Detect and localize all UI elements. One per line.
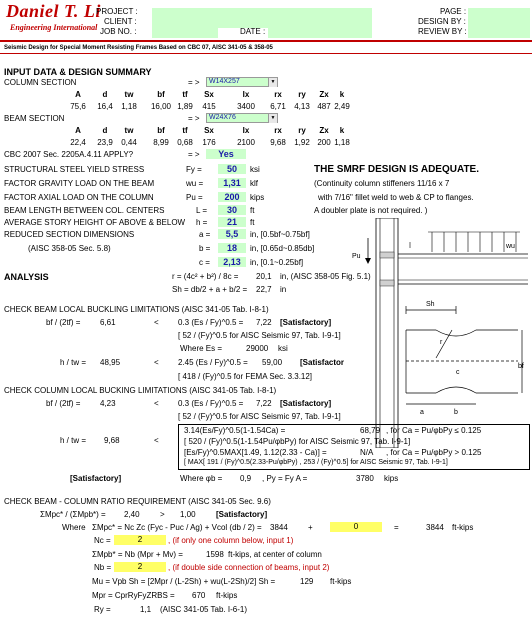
col-h-zx: Zx [319, 90, 329, 99]
fy-symbol: Fy = [186, 165, 202, 174]
beam-bf-label: bf / (2tf) = [46, 318, 81, 327]
es-label: Where Es = [180, 344, 223, 353]
h-input[interactable]: 21 [218, 217, 246, 227]
col-v-rx: 6,71 [270, 102, 286, 111]
col-h-bf: bf [157, 90, 165, 99]
diagram-sh-label: Sh [426, 301, 435, 308]
mpc-part1: 3844 [270, 523, 288, 532]
input-section-title: INPUT DATA & DESIGN SUMMARY [4, 67, 152, 77]
diagram-pu-label: Pu [352, 253, 361, 260]
col-htw-value: 9,68 [104, 436, 120, 445]
wu-input[interactable]: 1,31 [218, 178, 246, 188]
designby-field[interactable] [468, 18, 530, 28]
beam-limit2: 2.45 (Es / Fy)^0.5 = [178, 358, 248, 367]
b-symbol: b = [199, 244, 211, 253]
col-row3-value: N/A [360, 448, 374, 457]
nc-label: Nc = [94, 536, 111, 545]
fy-input[interactable]: 50 [218, 164, 246, 174]
col-row3-cond: , for Ca = Pu/φbPy > 0.125 [386, 448, 482, 457]
beam-htw-value: 48,95 [100, 358, 121, 367]
wu-unit: klf [250, 179, 258, 188]
ratio-value: 2,40 [124, 510, 140, 519]
ratio-limit: 1,00 [180, 510, 196, 519]
col-row2: [ 520 / (Fy)^0.5(1-1.54Pu/φbPy) for AISC Seismic 97, Tab. I-9-1] [184, 437, 411, 446]
mpr-value: 670 [192, 591, 206, 600]
beam-seismic-ref: [ 52 / (Fy)^0.5 for AISC Seismic 97, Tab. I-9-1] [178, 331, 341, 340]
pu-unit: kips [250, 193, 265, 202]
mpr-unit: ft-kips [216, 591, 238, 600]
chevron-down-icon[interactable]: ▼ [268, 114, 277, 123]
wu-symbol: wu = [186, 179, 204, 188]
col-v-bf: 16,00 [150, 102, 172, 111]
header-divider-bottom [0, 53, 532, 54]
beam-v-a: 22,4 [70, 138, 86, 147]
es-unit: ksi [278, 344, 288, 353]
report-header [0, 0, 532, 42]
beam-h-tf: tf [182, 126, 188, 135]
date-label: DATE : [240, 27, 266, 36]
col-bf-lt: < [154, 399, 159, 408]
beam-htw-status: [Satisfactor [300, 358, 345, 367]
mpb-note: ft-kips, at center of column [228, 550, 322, 559]
col-v-ix: 3400 [237, 102, 255, 111]
pu-input[interactable]: 200 [218, 192, 246, 202]
reviewby-label: REVIEW BY : [418, 27, 467, 36]
col-bf-value: 4,23 [100, 399, 116, 408]
l-unit: ft [250, 206, 255, 215]
mpb-expression: ΣMpb* = Nb (Mpr + Mv) = [92, 550, 183, 559]
diagram-c-label: c [456, 369, 460, 376]
beam-limit1-value: 7,22 [256, 318, 272, 327]
col-row1-value: 68,79 [360, 426, 381, 435]
ratio-title: CHECK BEAM - COLUMN RATIO REQUIREMENT (AISC 341-05 Sec. 9.6) [4, 497, 271, 506]
diagram-bf-label: bf [518, 363, 524, 370]
col-v-ry: 4,13 [294, 102, 310, 111]
nb-input[interactable]: 2 [114, 562, 166, 572]
client-label: CLIENT : [104, 17, 137, 26]
h-unit: ft [250, 218, 255, 227]
col-h-ix: Ix [242, 90, 250, 99]
col-h-rx: rx [274, 90, 282, 99]
ratio-expression: ΣMpc* / (ΣMpb*) = [40, 510, 106, 519]
page-label: PAGE : [440, 7, 467, 16]
l-symbol: L = [196, 206, 208, 215]
ratio-status: [Satisfactory] [216, 510, 268, 519]
col-htw-status: [Satisfactory] [70, 474, 122, 483]
beam-h-d: d [102, 126, 108, 135]
col-v-tf: 1,89 [177, 102, 193, 111]
sh-unit: in [280, 285, 287, 294]
r-expression: r = (4c² + b²) / 8c = [172, 272, 239, 281]
beam-bf-lt: < [154, 318, 159, 327]
nc-input[interactable]: 2 [114, 535, 166, 545]
sh-value: 22,7 [256, 285, 272, 294]
beam-v-tw: 0,44 [121, 138, 137, 147]
doubler-note: A doubler plate is not required. ) [314, 206, 428, 215]
r-value: 20,1 [256, 272, 272, 281]
jobno-field[interactable] [152, 28, 218, 38]
h-symbol: h = [196, 218, 208, 227]
beam-v-zx: 200 [317, 138, 331, 147]
vcol-input[interactable]: 0 [330, 522, 382, 532]
col-htw-lt: < [154, 436, 159, 445]
beam-section-select[interactable]: W24X76 ▼ [206, 113, 278, 123]
col-row3: [Es/Fy)^0.5MAX[1.49, 1.12(2.33 - Ca)] = [184, 448, 327, 457]
beam-v-ix: 2100 [237, 138, 255, 147]
l-input[interactable]: 30 [218, 205, 246, 215]
beam-v-ry: 1,92 [294, 138, 310, 147]
mpr-expression: Mpr = CprRyFyZRBS = [92, 591, 175, 600]
col-row4: [ MAX[ 191 / (Fy)^0.5(2.33-Pu/φbPy) , 253 / (Fy)^0.5] for AISC Seismic 97, Tab. I-9-1] [184, 459, 448, 466]
plan-top-cut [406, 330, 518, 336]
analysis-title: ANALYSIS [4, 272, 49, 282]
col-h-tw: tw [124, 90, 134, 99]
col-v-a: 75,6 [70, 102, 86, 111]
weld-note: with 7/16" fillet weld to web & CP to flanges. [318, 193, 474, 202]
beam-h-k: k [339, 126, 345, 135]
diagram-r-label: r [440, 339, 443, 346]
rbs-plan-view [406, 306, 522, 404]
col-v-tw: 1,18 [121, 102, 137, 111]
beam-v-d: 23,9 [97, 138, 113, 147]
page-field[interactable] [468, 8, 530, 18]
col-h-ry: ry [298, 90, 306, 99]
jobno-label: JOB NO. : [100, 27, 137, 36]
beam-h-sx: Sx [204, 126, 214, 135]
nb-note: , (if double side connection of beams, input 2) [168, 563, 330, 572]
beam-v-tf: 0,68 [177, 138, 193, 147]
col-v-sx: 415 [202, 102, 216, 111]
continuity-stiffener [380, 280, 394, 286]
project-field[interactable] [152, 8, 372, 18]
date-field[interactable] [268, 28, 372, 38]
plan-bottom-cut [406, 387, 518, 393]
beam-v-k: 1,18 [334, 138, 350, 147]
beam-section-label: BEAM SECTION [4, 114, 65, 123]
sh-expression: Sh = db/2 + a + b/2 = [172, 285, 248, 294]
phi-value: 0,9 [240, 474, 252, 483]
r-reference: in, (AISC 358-05 Fig. 5.1) [280, 272, 371, 281]
column-section-label: COLUMN SECTION [4, 78, 77, 87]
wu-label: FACTOR GRAVITY LOAD ON THE BEAM [4, 179, 155, 188]
c-range: in, [0.1~0.25bf] [250, 258, 304, 267]
a-range: in, [0.5bf~0.75bf] [250, 230, 310, 239]
nb-label: Nb = [94, 563, 112, 572]
py-label: , Py = Fy A = [262, 474, 308, 483]
beam-limit2-value: 59,00 [262, 358, 283, 367]
beam-v-rx: 9,68 [270, 138, 286, 147]
pu-symbol: Pu = [186, 193, 203, 202]
beam-h-zx: Zx [319, 126, 329, 135]
col-row1-cond: , for Ca = Pu/φbPy ≤ 0.125 [386, 426, 482, 435]
aisc-358-ref: (AISC 358-05 Sec. 5.8) [28, 244, 111, 253]
story-height-label: AVERAGE STORY HEIGHT OF ABOVE & BELOW [4, 218, 186, 227]
ry-reference: (AISC 341-05 Tab. I-6-1) [160, 605, 248, 614]
axial-load-arrowhead [365, 258, 371, 264]
a-input[interactable]: 5,5 [218, 229, 246, 239]
col-limit1: 0.3 (Es / Fy)^0.5 = [178, 399, 244, 408]
col-v-d: 16,4 [97, 102, 113, 111]
col-htw-label: h / tw = [60, 436, 87, 445]
col-seismic-ref: [ 52 / (Fy)^0.5 for AISC Seismic 97, Tab. I-9-1] [178, 412, 341, 421]
fy-label: STRUCTURAL STEEL YIELD STRESS [4, 165, 145, 174]
beam-v-bf: 8,99 [153, 138, 169, 147]
col-h-a: A [75, 90, 81, 99]
reduced-section-label: REDUCED SECTION DIMENSIONS [4, 230, 135, 239]
cbc-arrow: = > [188, 150, 200, 159]
ry-label: Ry = [94, 605, 111, 614]
design-adequate-status: THE SMRF DESIGN IS ADEQUATE. [314, 164, 480, 175]
beam-limit1: 0.3 (Es / Fy)^0.5 = [178, 318, 244, 327]
company-logo-name: Daniel T. Li [6, 1, 101, 21]
stiffener-note: (Continuity column stiffeners 11/16 x 7 [314, 179, 450, 188]
beam-arrow: = > [188, 114, 200, 123]
col-v-k: 2,49 [334, 102, 350, 111]
beam-h-a: A [75, 126, 81, 135]
ratio-gt: > [160, 510, 165, 519]
col-h-tf: tf [182, 90, 188, 99]
beam-h-ry: ry [298, 126, 306, 135]
col-bf-status: [Satisfactory] [280, 399, 332, 408]
column-buckling-title: CHECK COLUMN LOCAL BUCKING LIMITATIONS (AISC 341-05 Tab. I-8-1) [4, 386, 277, 395]
diagram-a-label: a [420, 409, 424, 416]
col-h-d: d [102, 90, 108, 99]
beam-h-bf: bf [157, 126, 165, 135]
where-label: Where [62, 523, 86, 532]
col-h-k: k [339, 90, 345, 99]
mpc-plus: + [308, 523, 313, 532]
phi-label: Where φb = [180, 474, 223, 483]
c-symbol: c = [199, 258, 210, 267]
project-label: PROJECT : [96, 7, 138, 16]
mpb-value: 1598 [206, 550, 224, 559]
a-symbol: a = [199, 230, 211, 239]
company-logo-subtitle: Engineering International [10, 23, 98, 32]
pu-label: FACTOR AXIAL LOAD ON THE COLUMN [4, 193, 154, 202]
beam-length-label: BEAM LENGTH BETWEEN COL. CENTERS [4, 206, 165, 215]
b-range: in, [0.65d~0.85db] [250, 244, 315, 253]
beam-h-ix: Ix [242, 126, 250, 135]
fy-unit: ksi [250, 165, 260, 174]
col-h-sx: Sx [204, 90, 214, 99]
column-section-select[interactable]: W14X257 ▼ [206, 77, 278, 87]
fema-ref: [ 418 / (Fy)^0.5 for FEMA Sec. 3.3.12] [178, 372, 313, 381]
col-row1: 3.14(Es/Fy)^0.5(1-1.54Ca) = [184, 426, 286, 435]
mu-value: 129 [300, 577, 314, 586]
py-unit: kips [384, 474, 399, 483]
beam-h-rx: rx [274, 126, 282, 135]
continuity-stiffener [380, 252, 394, 258]
column-arrow: = > [188, 78, 200, 87]
beam-buckling-title: CHECK BEAM LOCAL BUCKLING LIMITATIONS (AISC 341-05 Tab. I-8-1) [4, 305, 269, 314]
cbc-apply-label: CBC 2007 Sec. 2205A.4.11 APPLY? [4, 150, 134, 159]
beam-v-sx: 176 [202, 138, 216, 147]
mpc-unit: ft-kips [452, 523, 474, 532]
mpc-eq: = [394, 523, 399, 532]
reviewby-field[interactable] [468, 28, 530, 38]
b-input[interactable]: 18 [218, 243, 246, 253]
beam-bf-value: 6,61 [100, 318, 116, 327]
beam-htw-label: h / tw = [60, 358, 87, 367]
diagram-b-label: b [454, 409, 458, 416]
beam-bf-status: [Satisfactory] [280, 318, 332, 327]
report-subtitle: Seismic Design for Special Moment Resisting Frames Based on CBC 07, AISC 341-05 & 358-05 [4, 45, 273, 51]
mpc-total: 3844 [426, 523, 444, 532]
col-v-zx: 487 [317, 102, 331, 111]
mu-unit: ft-kips [330, 577, 352, 586]
es-value: 29000 [246, 344, 269, 353]
connection-diagram [340, 218, 530, 448]
ry-value: 1,1 [140, 605, 152, 614]
cbc-apply-input[interactable]: Yes [206, 149, 246, 159]
col-limit1-value: 7,22 [256, 399, 272, 408]
beam-h-tw: tw [124, 126, 134, 135]
mu-expression: Mu = Vpb Sh = [2Mpr / (L-2Sh) + wu(L-2Sh)/2] Sh = [92, 577, 276, 586]
col-bf-label: bf / (2tf) = [46, 399, 81, 408]
beam-htw-lt: < [154, 358, 159, 367]
nc-note: , (if only one column below, input 1) [168, 536, 294, 545]
designby-label: DESIGN BY : [418, 17, 466, 26]
header-divider-top [0, 40, 532, 42]
chevron-down-icon[interactable]: ▼ [268, 78, 277, 87]
mpc-expression: ΣMpc* = Nc Zc (Fyc - Puc / Ag) + Vcol (db / 2) = [92, 523, 262, 532]
py-value: 3780 [356, 474, 374, 483]
c-input[interactable]: 2,13 [218, 257, 246, 267]
diagram-wu-label: wu [506, 243, 515, 250]
